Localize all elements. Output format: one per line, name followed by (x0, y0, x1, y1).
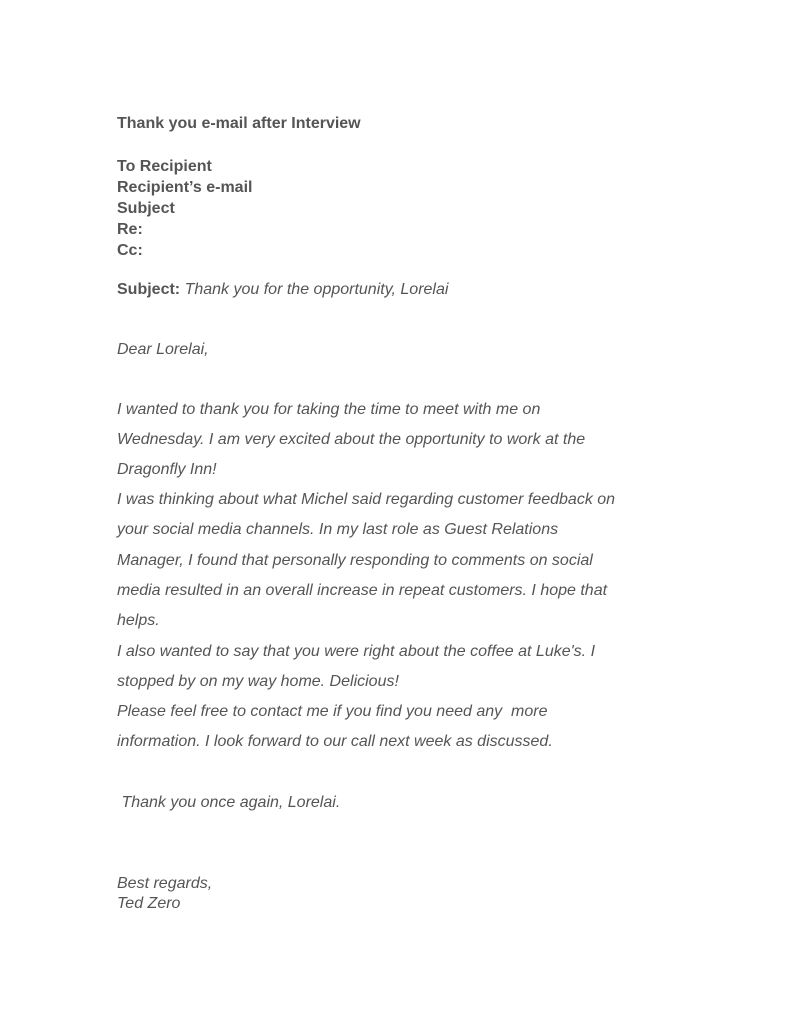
body-line: I wanted to thank you for taking the time to meet with me on (117, 401, 541, 418)
body-line: I also wanted to say that you were right about the coffee at Luke's. I (117, 643, 596, 660)
subject-line (117, 281, 448, 299)
body-line: Dragonfly Inn! (117, 461, 217, 478)
header-field-subject: Subject (117, 200, 175, 217)
body-line: Please feel free to contact me if you find you need any more (117, 703, 548, 720)
body-line: stopped by on my way home. Delicious! (117, 673, 399, 690)
header-field-to: To Recipient (117, 158, 212, 175)
greeting: Dear Lorelai, (117, 341, 209, 358)
body-line: helps. (117, 612, 160, 629)
header-field-re: Re: (117, 221, 143, 238)
signoff: Best regards, (117, 875, 213, 892)
body-line: media resulted in an overall increase in repeat customers. I hope that (117, 582, 608, 599)
subject-label: Subject: (117, 281, 181, 298)
body-line: I was thinking about what Michel said regarding customer feedback on (117, 491, 616, 508)
header-field-cc: Cc: (117, 242, 143, 259)
signature: Ted Zero (117, 895, 181, 912)
body-line: Wednesday. I am very excited about the opportunity to work at the (117, 431, 586, 448)
document-title: Thank you e-mail after Interview (117, 115, 361, 132)
subject-value: Thank you for the opportunity, Lorelai (184, 281, 449, 298)
body-line: information. I look forward to our call next week as discussed. (117, 733, 553, 750)
body-line: your social media channels. In my last role as Guest Relations (117, 521, 559, 538)
closing-thanks: Thank you once again, Lorelai. (117, 794, 341, 811)
header-field-recipient-email: Recipient’s e-mail (117, 179, 253, 196)
body-line: Manager, I found that personally responding to comments on social (117, 552, 593, 569)
